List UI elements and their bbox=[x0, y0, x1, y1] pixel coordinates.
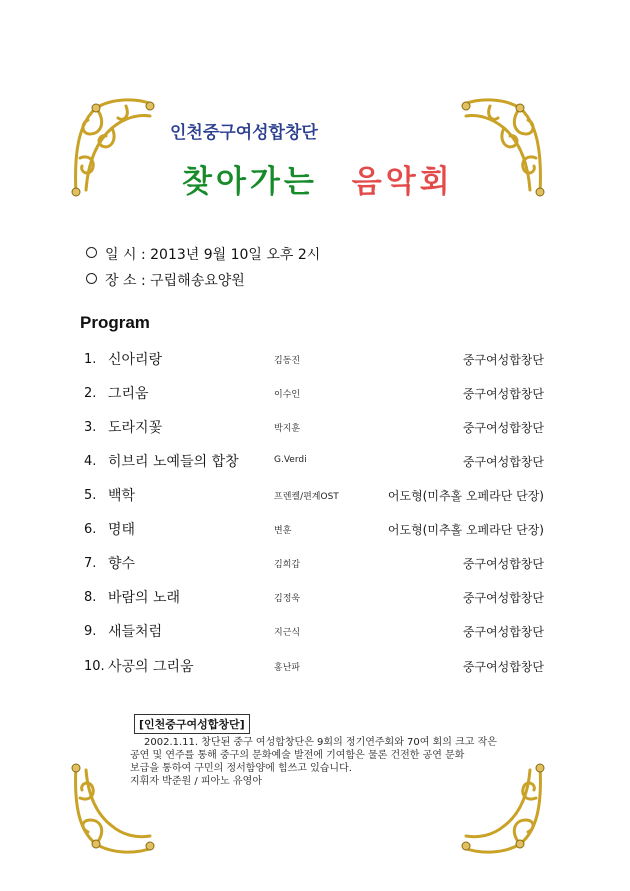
program-row bbox=[0, 450, 630, 474]
program-performer: 중구여성합창단 bbox=[462, 353, 544, 367]
title-right: 음악회 bbox=[351, 164, 454, 200]
program-song: 히브리 노예들의 합창 bbox=[108, 454, 239, 470]
program-composer: G.Verdi bbox=[274, 455, 307, 465]
event-place-label: 장 소 : bbox=[105, 273, 146, 289]
program-performer: 중구여성합창단 bbox=[462, 455, 544, 469]
program-song: 도라지꽃 bbox=[108, 420, 163, 436]
program-song: 그리움 bbox=[108, 386, 149, 402]
program-performer: 어도형(미추홀 오페라단 단장) bbox=[387, 489, 544, 503]
page-title bbox=[182, 156, 454, 201]
program-number: 8. bbox=[84, 590, 97, 605]
about-text bbox=[130, 736, 510, 788]
about-line: 보급을 통하여 구민의 정서함양에 힘쓰고 있습니다. bbox=[130, 763, 352, 774]
program-row bbox=[0, 620, 630, 644]
program-row bbox=[0, 348, 630, 372]
program-song: 백학 bbox=[108, 488, 136, 504]
program-composer: 박지훈 bbox=[274, 424, 301, 434]
about-line: 공연 및 연주를 통해 중구의 문화예술 발전에 기여함은 물론 건전한 공연 문화 bbox=[130, 750, 465, 761]
program-composer: 김희갑 bbox=[274, 560, 301, 570]
program-performer: 중구여성합창단 bbox=[462, 421, 544, 435]
circle-bullet-icon bbox=[86, 273, 97, 284]
program-composer: 김동진 bbox=[274, 356, 301, 366]
program-number: 2. bbox=[84, 386, 97, 401]
program-number: 7. bbox=[84, 556, 97, 571]
program-row bbox=[0, 416, 630, 440]
event-date-line bbox=[86, 244, 320, 264]
program-composer: 홍난파 bbox=[274, 663, 301, 673]
about-label: [인천중구여성합창단] bbox=[134, 714, 250, 734]
program-song: 향수 bbox=[108, 556, 136, 572]
organization-name: 인천중구여성합창단 bbox=[170, 123, 318, 143]
program-song: 신아리랑 bbox=[108, 352, 163, 368]
event-date-value: 2013년 9월 10일 오후 2시 bbox=[150, 247, 321, 263]
title-left: 찾아가는 bbox=[182, 164, 318, 200]
program-song: 사공의 그리움 bbox=[108, 659, 194, 675]
program-row bbox=[0, 586, 630, 610]
program-row bbox=[0, 552, 630, 576]
program-number: 4. bbox=[84, 454, 97, 469]
event-place-value: 구립해송요양원 bbox=[150, 273, 245, 289]
program-number: 3. bbox=[84, 420, 97, 435]
program-composer: 프렌켈/편계OST bbox=[274, 492, 339, 502]
program-performer: 중구여성합창단 bbox=[462, 591, 544, 605]
ornament-corner-top-right-icon bbox=[456, 94, 550, 202]
event-date-label: 일 시 : bbox=[105, 247, 146, 263]
ornament-corner-top-left-icon bbox=[66, 94, 158, 202]
program-number: 6. bbox=[84, 522, 97, 537]
about-line: 2002.1.11. 창단된 중구 여성합창단은 9회의 정기연주회와 70여 회의 크고 작은 bbox=[144, 737, 497, 748]
program-number: 10. bbox=[84, 659, 105, 674]
program-composer: 이수인 bbox=[274, 390, 301, 400]
event-place-line bbox=[86, 270, 245, 290]
program-row bbox=[0, 655, 630, 679]
program-number: 1. bbox=[84, 352, 97, 367]
program-number: 9. bbox=[84, 624, 97, 639]
circle-bullet-icon bbox=[86, 247, 97, 258]
program-performer: 중구여성합창단 bbox=[462, 557, 544, 571]
program-row bbox=[0, 484, 630, 508]
program-performer: 어도형(미추홀 오페라단 단장) bbox=[387, 523, 544, 537]
program-performer: 중구여성합창단 bbox=[462, 625, 544, 639]
program-composer: 변훈 bbox=[274, 526, 292, 536]
program-performer: 중구여성합창단 bbox=[462, 387, 544, 401]
program-song: 바람의 노래 bbox=[108, 590, 181, 606]
program-number: 5. bbox=[84, 488, 97, 503]
about-credits: 지휘자 박준원 / 피아노 유영아 bbox=[130, 776, 263, 787]
program-row bbox=[0, 518, 630, 542]
program-song: 명태 bbox=[108, 522, 136, 538]
program-row bbox=[0, 382, 630, 406]
program-composer: 김정욱 bbox=[274, 594, 301, 604]
program-heading: Program bbox=[80, 313, 150, 332]
program-song: 새들처럼 bbox=[108, 624, 163, 640]
program-performer: 중구여성합창단 bbox=[462, 660, 544, 674]
program-composer: 지근식 bbox=[274, 628, 301, 638]
